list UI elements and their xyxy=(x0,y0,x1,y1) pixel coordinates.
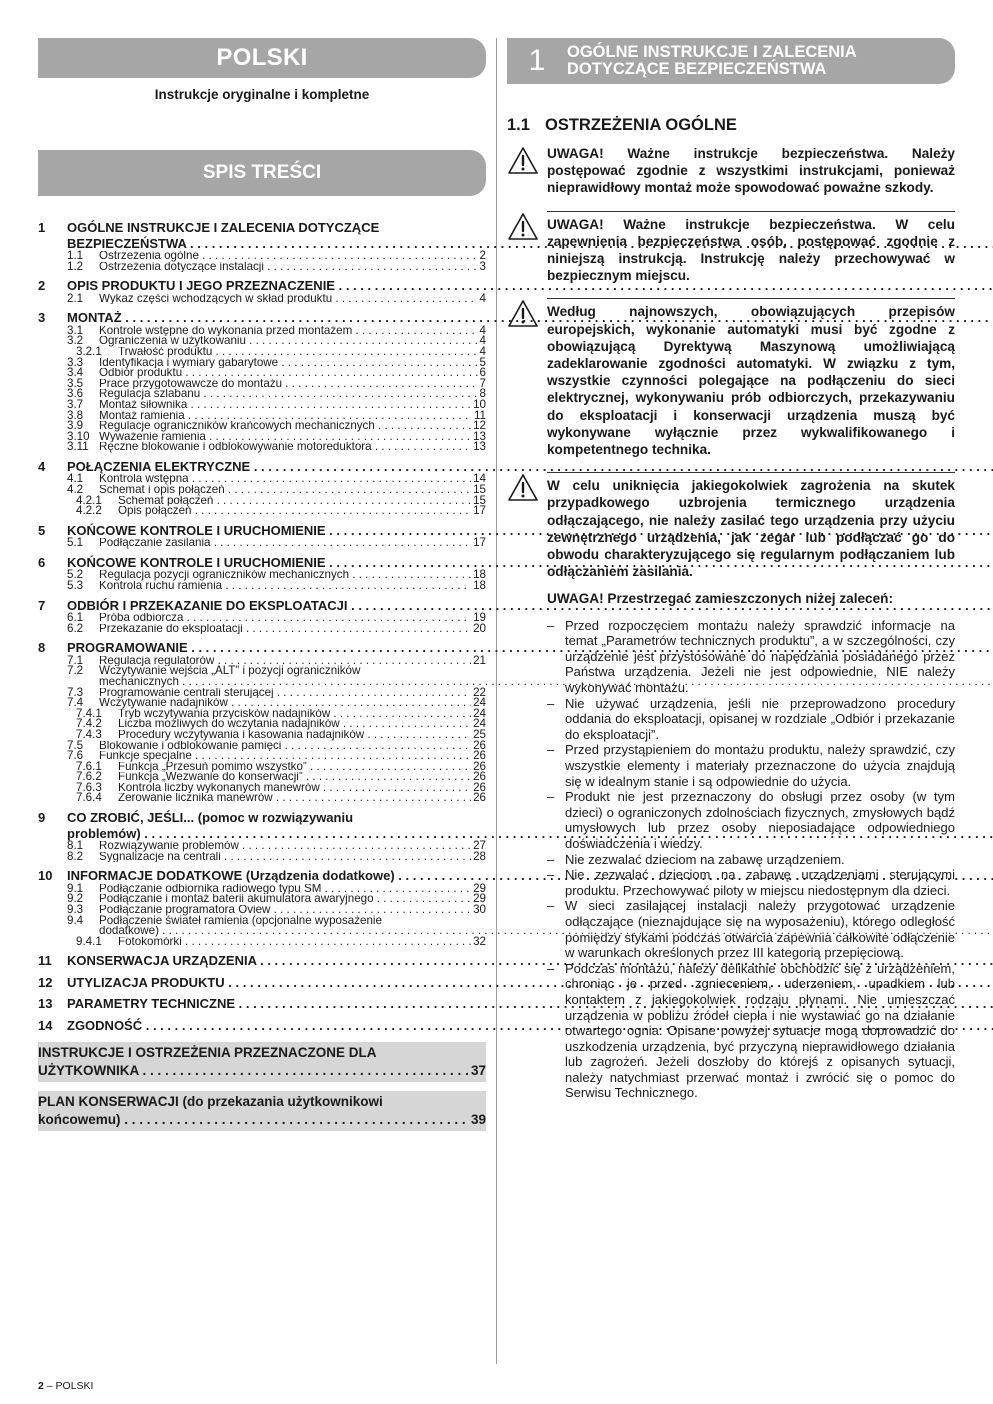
toc-subsection-page: 32 xyxy=(473,934,486,948)
toc-subsection-number: 3.6 xyxy=(67,387,84,401)
toc-subsection-page: 24 xyxy=(473,696,486,710)
toc-subsection-number: 7.1 xyxy=(67,653,84,667)
toc-subsection-entry[interactable] xyxy=(67,397,486,411)
toc-subsection-page: 13 xyxy=(473,440,486,454)
toc-subsection-number: 9.4.1 xyxy=(76,934,102,948)
toc-subsection-title: Fotokomórki . . . xyxy=(118,937,471,948)
bullet-dash: – xyxy=(547,695,555,711)
list-item-text: Nie zezwalać dzieciom na zabawę urządzeniem. xyxy=(565,851,845,867)
toc-subsection-entry[interactable] xyxy=(67,421,486,432)
toc-subsection-entry[interactable] xyxy=(67,621,486,635)
toc-header xyxy=(38,150,486,196)
toc-subsection-title: Kontrola ruchu ramienia . . . xyxy=(99,581,471,592)
toc-subsection-title: Ostrzeżenia dotyczące instalacji . . . xyxy=(99,262,478,273)
toc-subsection-entry[interactable] xyxy=(67,368,486,379)
list-item-text: Przed przystąpieniem do montażu produktu, należy sprawdzić, czy wszystkie elementy i materiały przeznaczone do użycia znajdują się w idealnym stanie i są odpowiednie do użycia. xyxy=(565,742,955,789)
toc-chapter-title: PARAMETRY TECHNICZNE . . . xyxy=(67,996,993,1012)
toc-subsection-number: 5.1 xyxy=(67,536,84,550)
bullet-dash: – xyxy=(547,617,555,633)
toc-subsection-number: 3.7 xyxy=(67,397,84,411)
list-item-text: Przed rozpoczęciem montażu należy sprawdzić informacje na temat „Parametrów technicznych produktu”, a w szczególności, czy urządzenie jest przystosowane do napędzania posiadanego przez Państwa urządzenia. Jeżeli nie jest odpowiednie, NIE należy wykonywać montażu. xyxy=(565,617,955,696)
toc-subsection-entry[interactable] xyxy=(67,251,486,262)
toc-subsection-page: 27 xyxy=(473,839,486,853)
toc-subsection-page: 10 xyxy=(473,397,486,411)
toc-subsection-page: 4 xyxy=(479,291,486,305)
toc-chapter-entry[interactable] xyxy=(38,278,486,294)
toc-subsection-title: dodatkowe) . . . xyxy=(99,926,993,937)
toc-subsection-title: Podłączanie odbiornika radiowego typu SM . . . xyxy=(99,884,471,895)
toc-subsection-title: Regulacja pozycji ograniczników mechanicznych . . . xyxy=(99,570,471,581)
toc-chapter-entry[interactable] xyxy=(38,459,486,475)
recommendations-list xyxy=(547,618,955,1101)
toc-subsection-title: Wczytywanie wejścia „ALT” i pozycji ograniczników xyxy=(99,664,361,678)
toc-subsection-entry[interactable] xyxy=(67,429,486,443)
toc-subsection-title: Trwałość produktu . . . xyxy=(118,347,478,358)
toc-subsection-page: 5 xyxy=(479,355,486,369)
toc-chapter-title: POŁĄCZENIA ELEKTRYCZNE . . . xyxy=(67,459,993,475)
toc-subsection-title: Podłączanie programatora Oview . . . xyxy=(99,905,471,916)
toc-box-line: PLAN KONSERWACJI (do przekazania użytkownikowi xyxy=(38,1094,383,1110)
toc-subsection-title: mechanicznych . . . xyxy=(99,677,993,688)
toc-subsection-entry[interactable] xyxy=(67,442,486,453)
toc-subsection-title: Kontrola liczby wykonanych manewrów . . . xyxy=(118,783,471,794)
toc-subsection-number: 3.9 xyxy=(67,419,84,433)
toc-chapter-number: 10 xyxy=(38,868,53,884)
toc-chapter-entry[interactable] xyxy=(38,523,486,539)
toc-subsection-title: Rozwiązywanie problemów . . . xyxy=(99,841,471,852)
toc-subsection-title: Wczytywanie nadajników . . . xyxy=(99,698,471,709)
list-item-text: Podczas montażu, należy delikatnie obchodzić się z urządzeniem, chroniąc je przed zgnieceniem, uderzeniem, upadkiem lub kontaktem z jakiegokolwiek rodzaju płynami. Nie umieszczać urządzenia w pobliżu źródeł ciepła i nie wystawiać go na działanie otwartego ognia. Opisane powyżej sytuacje mogą doprowadzić do uszkodzenia urządzenia, być przyczyną nieprawidłowego działania lub zagrożeń. Jeżeli doszłoby do którejś z opisanych sytuacji, należy natychmiast przerwać montaż i zwrócić się o pomoc do Serwisu Technicznego. xyxy=(565,960,955,1101)
toc-subsection-entry[interactable] xyxy=(67,538,486,549)
toc-chapter-number: 9 xyxy=(38,810,46,826)
language-title: POLSKI xyxy=(216,44,308,71)
toc-subsection-page: 15 xyxy=(473,483,486,496)
toc-subsection-page: 24 xyxy=(473,717,486,731)
toc-title: SPIS TREŚCI xyxy=(202,162,322,183)
toc-subsection-title: Kontrole wstępne do wykonania przed montażem . . . xyxy=(99,326,478,337)
warning-block xyxy=(507,211,955,285)
toc-subsection-number: 2.1 xyxy=(67,291,84,305)
toc-subsection-number: 4.2.1 xyxy=(76,493,102,507)
toc-subsection-number: 7.4 xyxy=(67,696,84,710)
toc-box-page: 39 xyxy=(470,1112,486,1128)
language-header xyxy=(38,38,486,78)
toc-subsection-title: Przekazanie do eksploatacji . . . xyxy=(99,624,471,635)
toc-subsection-page: 17 xyxy=(473,536,486,550)
toc-chapter-title: INFORMACJE DODATKOWE (Urządzenia dodatkowe) . . . xyxy=(67,868,993,884)
toc-subsection-number: 5.2 xyxy=(67,568,84,582)
toc-subsection-title: Ręczne blokowanie i odblokowywanie motoreduktora . . . xyxy=(99,442,471,453)
toc-subsection-number: 6.2 xyxy=(67,621,84,635)
toc-subsection-number: 3.2.1 xyxy=(76,344,102,358)
toc-subsection-number: 3.1 xyxy=(67,323,84,337)
toc-chapter-entry[interactable] xyxy=(38,1018,486,1034)
toc-subsection-page: 26 xyxy=(473,770,486,784)
toc-chapter-entry[interactable] xyxy=(38,996,486,1012)
toc-subsection-number: 9.4 xyxy=(67,913,84,927)
toc-chapter-entry[interactable] xyxy=(38,310,486,326)
toc-chapter-number: 5 xyxy=(38,522,46,538)
toc-chapter-number: 11 xyxy=(38,953,52,969)
toc-subsection-number: 4.1 xyxy=(67,472,84,486)
toc-subsection-number: 3.11 xyxy=(67,440,89,454)
toc-subsection-page: 26 xyxy=(473,759,486,773)
toc-subsection-number: 1.2 xyxy=(67,259,84,273)
toc-subsection-entry[interactable] xyxy=(76,706,486,720)
toc-subsection-number: 1.1 xyxy=(67,249,84,262)
toc-subsection-entry[interactable] xyxy=(76,506,486,517)
toc-chapter-title: UTYLIZACJA PRODUKTU . . . xyxy=(67,975,993,991)
toc-chapter-title: KONSERWACJA URZĄDZENIA . . . xyxy=(67,953,993,969)
toc-subsection-number: 3.3 xyxy=(67,355,84,369)
right-column xyxy=(507,38,955,1101)
toc-subsection-page: 4 xyxy=(479,323,486,337)
toc-subsection-page: 24 xyxy=(473,706,486,720)
toc-subsection-number: 3.4 xyxy=(67,366,84,380)
toc-subsection-title: Podłączanie i montaż baterii akumulatora awaryjnego . . . xyxy=(99,894,471,905)
toc-subsection-number: 7.3 xyxy=(67,685,84,699)
toc-chapter-title: ODBIÓR I PRZEKAZANIE DO EKSPLOATACJI . . . xyxy=(67,598,993,614)
toc-chapter-entry[interactable] xyxy=(38,598,486,614)
chapter-number: 1 xyxy=(528,44,546,77)
toc-subsection-page: 29 xyxy=(473,892,486,906)
toc-subsection-number: 7.4.1 xyxy=(76,706,102,720)
bullet-dash: – xyxy=(547,898,555,914)
toc-subsection-page: 26 xyxy=(473,780,486,794)
toc-chapter-title: MONTAŻ . . . xyxy=(67,310,993,326)
toc-subsection-page: 17 xyxy=(473,504,486,518)
toc-chapter-entry[interactable] xyxy=(38,975,486,991)
toc-subsection-entry[interactable] xyxy=(76,793,486,804)
warning-block xyxy=(507,298,955,458)
toc-subsection-entry[interactable] xyxy=(67,291,486,305)
toc-subsection-entry[interactable] xyxy=(76,772,486,783)
toc-subsection-entry[interactable] xyxy=(67,355,486,369)
toc-subsection-title: Próba odbiorcza . . . xyxy=(99,613,471,624)
toc-subsection-page: 26 xyxy=(473,791,486,805)
toc-subsection-entry[interactable] xyxy=(67,323,486,337)
toc-subsection-title: Funkcje specjalne . . . xyxy=(99,751,471,762)
warning-text: UWAGA! Ważne instrukcje bezpieczeństwa. Należy postępować zgodnie z wszystkimi instrukcjami, ponieważ nieprawidłowy montaż może spowodować poważne szkody. xyxy=(547,146,955,196)
list-item xyxy=(547,898,955,960)
toc-subsection-number: 7.6.1 xyxy=(76,759,102,773)
footer-label: – POLSKI xyxy=(46,1380,94,1392)
list-item-text: Nie zezwalać dzieciom na zabawę urządzeniami sterującymi produktu. Przechowywać piloty w miejscu niedostępnym dla dzieci. xyxy=(565,867,955,898)
toc-box-line: końcowemu) . . . xyxy=(38,1111,469,1129)
toc-maintenance-plan-box[interactable] xyxy=(38,1091,486,1131)
toc-box-line: UŻYTKOWNIKA . . . xyxy=(38,1062,469,1080)
toc-subsection-page: 8 xyxy=(479,387,486,401)
toc-subsection-number: 3.10 xyxy=(67,429,90,443)
toc-subsection-title: Wyważenie ramienia . . . xyxy=(99,432,471,443)
toc-subsection-number: 7.6.2 xyxy=(76,770,102,784)
toc-subsection-title: Montaż ramienia . . . xyxy=(99,411,472,422)
bullet-dash: – xyxy=(547,851,555,867)
warning-block xyxy=(507,472,955,580)
toc-subsection-entry[interactable] xyxy=(76,344,486,358)
toc-chapter-title: ZGODNOŚĆ . . . xyxy=(67,1018,993,1034)
toc-chapter-entry[interactable] xyxy=(38,810,486,841)
toc-chapter-title: KOŃCOWE KONTROLE I URUCHOMIENIE . . . xyxy=(67,523,993,539)
toc-subsection-page: 22 xyxy=(473,685,486,699)
toc-subsection-title: Regulacje ograniczników krańcowych mechanicznych . . . xyxy=(99,421,471,432)
toc-subsection-entry[interactable] xyxy=(67,408,486,422)
toc-subsection-page: 18 xyxy=(473,568,486,582)
toc-subsection-entry[interactable] xyxy=(76,719,486,730)
warning-text: Według najnowszych, obowiązujących przepisów europejskich, wykonanie automatyki musi być zgodne z obowiązującą Dyrektywą Maszynową umożliwiającą zadeklarowanie zgodności automatyki. W związku z tym, wszystkie czynności polegające na podłączeniu do sieci elektrycznej, wykonywaniu prób odbiorczych, przekazywaniu do eksploatacji i konserwacji urządzenia muszą być wykonywane wyłącznie przez wykwalifikowanego i kompetentnego technika. xyxy=(547,298,955,458)
bullet-dash: – xyxy=(547,742,555,758)
list-item xyxy=(547,618,955,696)
toc-subsection-title: Wykaz części wchodzących w skład produktu . . . xyxy=(99,294,478,305)
toc-subsection-title: Podłączanie zasilania . . . xyxy=(99,538,471,549)
toc-subsection-page: 4 xyxy=(479,344,486,358)
toc-chapter-number: 4 xyxy=(38,458,46,474)
toc-chapter-title: BEZPIECZEŃSTWA . . . xyxy=(67,236,993,252)
list-item xyxy=(547,867,955,898)
toc-subsection-title: Schemat połączeń . . . xyxy=(118,496,471,507)
toc-subsection-page: 25 xyxy=(473,727,486,741)
page-number: 2 xyxy=(38,1380,44,1392)
toc-subsection-page: 2 xyxy=(479,249,486,262)
toc-subsection-title: Kontrola wstępna . . . xyxy=(99,474,471,485)
toc-subsection-entry[interactable] xyxy=(67,578,486,592)
toc-subsection-entry[interactable] xyxy=(67,894,486,905)
section-title xyxy=(507,116,955,135)
toc-subsection-entry[interactable] xyxy=(67,389,486,400)
toc-subsection-page: 7 xyxy=(479,376,486,390)
toc-subsection-number: 8.1 xyxy=(67,839,84,853)
toc-subsection-page: 12 xyxy=(473,419,486,433)
section-number: 1.1 xyxy=(507,116,530,134)
toc-subsection-title: Regulacja szlabanu . . . xyxy=(99,389,478,400)
left-column xyxy=(38,38,486,1131)
toc-subsection-entry[interactable] xyxy=(67,751,486,762)
toc-subsection-title: Sygnalizacje na centrali . . . xyxy=(99,852,471,863)
toc-subsection-number: 5.3 xyxy=(67,578,84,592)
toc-subsection-page: 15 xyxy=(473,493,486,507)
toc-subsection-title: Schemat i opis połączeń . . . xyxy=(99,485,471,496)
table-of-contents xyxy=(38,220,486,1033)
warning-triangle-icon xyxy=(507,472,547,580)
toc-subsection-title: Procedury wczytywania i kasowania nadajników . . . xyxy=(118,730,471,741)
toc-subsection-page: 26 xyxy=(473,738,486,752)
toc-subsection-number: 7.4.2 xyxy=(76,717,102,731)
toc-chapter-entry[interactable] xyxy=(38,220,486,251)
toc-subsection-title: Prace przygotowawcze do montażu . . . xyxy=(99,379,478,390)
toc-subsection-entry[interactable] xyxy=(67,881,486,895)
toc-subsection-entry[interactable] xyxy=(67,336,486,347)
toc-subsection-number: 3.2 xyxy=(67,334,84,348)
toc-subsection-page: 26 xyxy=(473,749,486,763)
list-item-text: Nie używać urządzenia, jeśli nie przeprowadzono procedury oddania do eksploatacji, opisanej w rozdziale „Odbiór i przekazanie do eksploatacji”. xyxy=(565,695,955,742)
toc-subsection-page: 6 xyxy=(479,366,486,380)
toc-subsection-entry[interactable] xyxy=(76,759,486,773)
list-item-text: Produkt nie jest przeznaczony do obsługi przez osoby (w tym dzieci) o ograniczonych zdolnościach fizycznych, zmysłowych bądź umysłowych lub przez osoby nieposiadające odpowiedniego doświadczenia i wiedzy. xyxy=(565,789,955,851)
warning-text: W celu uniknięcia jakiegokolwiek zagrożenia na skutek przypadkowego uzbrojenia termicznego urządzenia odłączającego, nie należy zasilać tego urządzenia przy użyciu zewnętrznego urządzenia, jak zegar lub podłączać go do obwodu charakteryzującego się regularnym podłączaniem lub odłączaniem zasilania. xyxy=(547,472,955,580)
toc-subsection-entry[interactable] xyxy=(67,259,486,273)
toc-chapter-title: CO ZROBIĆ, JEŚLI... (pomoc w rozwiązywaniu xyxy=(67,810,354,826)
toc-subsection-page: 14 xyxy=(473,472,486,486)
toc-chapter-number: 14 xyxy=(38,1017,53,1033)
toc-subsection-entry[interactable] xyxy=(67,841,486,852)
warnings-list xyxy=(507,145,955,580)
bullet-dash: – xyxy=(547,789,555,805)
toc-subsection-page: 13 xyxy=(473,429,486,443)
chapter-title-line: OGÓLNE INSTRUKCJE I ZALECENIA xyxy=(567,43,857,61)
document-subtitle: Instrukcje oryginalne i kompletne xyxy=(154,87,370,102)
toc-subsection-number: 6.1 xyxy=(67,611,84,625)
list-item xyxy=(547,961,955,1101)
toc-chapter-entry[interactable] xyxy=(38,555,486,571)
list-item xyxy=(547,789,955,851)
toc-subsection-title: Funkcja „Wezwanie do konserwacji” . . . xyxy=(118,772,471,783)
list-item xyxy=(547,696,955,743)
toc-subsection-number: 9.2 xyxy=(67,892,84,906)
toc-chapter-number: 12 xyxy=(38,974,53,990)
toc-subsection-title: Zerowanie licznika manewrów . . . xyxy=(118,793,471,804)
warning-triangle-icon xyxy=(507,145,547,197)
toc-subsection-entry[interactable] xyxy=(67,913,486,937)
warning-triangle-icon xyxy=(507,298,547,458)
toc-chapter-title: KOŃCOWE KONTROLE I URUCHOMIENIE . . . xyxy=(67,555,993,571)
list-item-text: W sieci zasilającej instalacji należy przygotować urządzenie odłączające (nieznajdujące się na wyposażeniu), którego odległość pomiędzy stykami podczas otwarcia zapewnia całkowite odłączenie w warunkach określonych przez III kategorią przepięciową. xyxy=(565,898,955,961)
toc-chapter-number: 6 xyxy=(38,554,46,570)
toc-chapter-title: problemów) . . . xyxy=(67,826,993,842)
warning-block xyxy=(507,145,955,197)
toc-subsection-entry[interactable] xyxy=(67,685,486,699)
toc-subsection-title: Ostrzeżenia ogólne . . . xyxy=(99,251,478,262)
toc-chapter-number: 13 xyxy=(38,996,53,1012)
toc-subsection-entry[interactable] xyxy=(76,727,486,741)
toc-subsection-number: 9.1 xyxy=(67,881,84,895)
toc-subsection-entry[interactable] xyxy=(76,780,486,794)
toc-chapter-number: 3 xyxy=(38,310,46,326)
toc-chapter-number: 8 xyxy=(38,640,46,656)
toc-chapter-entry[interactable] xyxy=(38,953,486,969)
warning-triangle-icon xyxy=(507,211,547,285)
toc-subsection-number: 7.4.3 xyxy=(76,727,102,741)
toc-subsection-number: 7.5 xyxy=(67,738,84,752)
toc-subsection-entry[interactable] xyxy=(67,570,486,581)
toc-subsection-number: 9.3 xyxy=(67,902,84,916)
toc-subsection-number: 7.6.3 xyxy=(76,780,102,794)
toc-subsection-entry[interactable] xyxy=(76,934,486,948)
note-text: UWAGA! Przestrzegać zamieszczonych niżej zaleceń: xyxy=(547,591,893,607)
toc-subsection-page: 11 xyxy=(473,408,486,422)
toc-subsection-number: 8.2 xyxy=(67,849,84,863)
toc-subsection-entry[interactable] xyxy=(67,485,486,496)
bullet-dash: – xyxy=(547,960,555,976)
toc-chapter-number: 2 xyxy=(38,278,46,294)
toc-subsection-entry[interactable] xyxy=(67,376,486,390)
section-heading: OSTRZEŻENIA OGÓLNE xyxy=(545,116,737,134)
chapter-title-line: DOTYCZĄCE BEZPIECZEŃSTWA xyxy=(567,60,827,78)
toc-subsection-entry[interactable] xyxy=(67,738,486,752)
toc-chapter-number: 1 xyxy=(38,220,46,235)
toc-subsection-number: 7.6 xyxy=(67,749,84,763)
toc-chapter-title: PROGRAMOWANIE . . . xyxy=(67,640,993,656)
toc-chapter-entry[interactable] xyxy=(38,868,486,884)
toc-subsection-page: 3 xyxy=(479,259,486,273)
chapter-title xyxy=(567,44,857,78)
toc-subsection-title: Liczba możliwych do wczytania nadajników . . . xyxy=(118,719,471,730)
toc-subsection-title: Odbiór produktu . . . xyxy=(99,368,478,379)
toc-subsection-title: Ograniczenia w użytkowaniu . . . xyxy=(99,336,478,347)
toc-subsection-number: 3.5 xyxy=(67,376,84,390)
toc-user-instructions-box[interactable] xyxy=(38,1042,486,1082)
toc-subsection-page: 20 xyxy=(473,621,486,635)
toc-chapter-title: OGÓLNE INSTRUKCJE I ZALECENIA DOTYCZĄCE xyxy=(67,220,380,235)
toc-subsection-entry[interactable] xyxy=(67,613,486,624)
toc-subsection-title: Tryb wczytywania przycisków nadajników . . . xyxy=(118,709,471,720)
toc-subsection-title: Blokowanie i odblokowanie pamięci . . . xyxy=(99,741,471,752)
chapter-header xyxy=(507,38,955,84)
toc-subsection-title: Montaż siłownika . . . xyxy=(99,400,471,411)
toc-subsection-entry[interactable] xyxy=(67,698,486,709)
toc-subsection-entry[interactable] xyxy=(67,849,486,863)
page-footer xyxy=(38,1380,93,1392)
toc-subsection-page: 18 xyxy=(473,578,486,592)
toc-subsection-entry[interactable] xyxy=(67,666,486,687)
toc-subsection-entry[interactable] xyxy=(76,493,486,507)
toc-subsection-page: 19 xyxy=(473,611,486,625)
list-item xyxy=(547,852,955,868)
toc-subsection-title: Podłączenie świateł ramienia (opcjonalne wyposażenie xyxy=(99,913,382,927)
toc-subsection-title: Opis połączeń . . . xyxy=(118,506,471,517)
toc-subsection-page: 30 xyxy=(473,902,486,916)
toc-subsection-number: 7.2 xyxy=(67,664,84,678)
toc-subsection-page: 28 xyxy=(473,849,486,863)
toc-chapter-entry[interactable] xyxy=(38,640,486,656)
toc-subsection-number: 7.6.4 xyxy=(76,791,102,805)
toc-subsection-number: 4.2 xyxy=(67,483,84,496)
toc-subsection-page: 29 xyxy=(473,881,486,895)
toc-subsection-title: Identyfikacja i wymiary gabarytowe . . . xyxy=(99,358,478,369)
toc-subsection-page: 4 xyxy=(479,334,486,348)
toc-subsection-title: Programowanie centrali sterującej . . . xyxy=(99,688,471,699)
toc-subsection-page: 21 xyxy=(473,653,486,667)
toc-chapter-number: 7 xyxy=(38,597,46,613)
toc-subsection-entry[interactable] xyxy=(67,474,486,485)
toc-box-line: INSTRUKCJE I OSTRZEŻENIA PRZEZNACZONE DLA xyxy=(38,1045,377,1061)
toc-subsection-number: 4.2.2 xyxy=(76,504,102,518)
list-item xyxy=(547,742,955,789)
toc-subsection-title: Funkcja „Przesuń pomimo wszystko” . . . xyxy=(118,762,471,773)
bullet-dash: – xyxy=(547,867,555,883)
warning-text: UWAGA! Ważne instrukcje bezpieczeństwa. W celu zapewnienia bezpieczeństwa osób, postępować zgodnie z niniejszą instrukcją. Instrukcję należy przechowywać w bezpiecznym miejscu. xyxy=(547,211,955,285)
toc-subsection-title: Regulacja regulatorów . . . xyxy=(99,656,471,667)
toc-subsection-number: 3.8 xyxy=(67,408,84,422)
toc-chapter-title: OPIS PRODUKTU I JEGO PRZEZNACZENIE . . . xyxy=(67,278,993,294)
toc-box-page: 37 xyxy=(470,1063,486,1079)
